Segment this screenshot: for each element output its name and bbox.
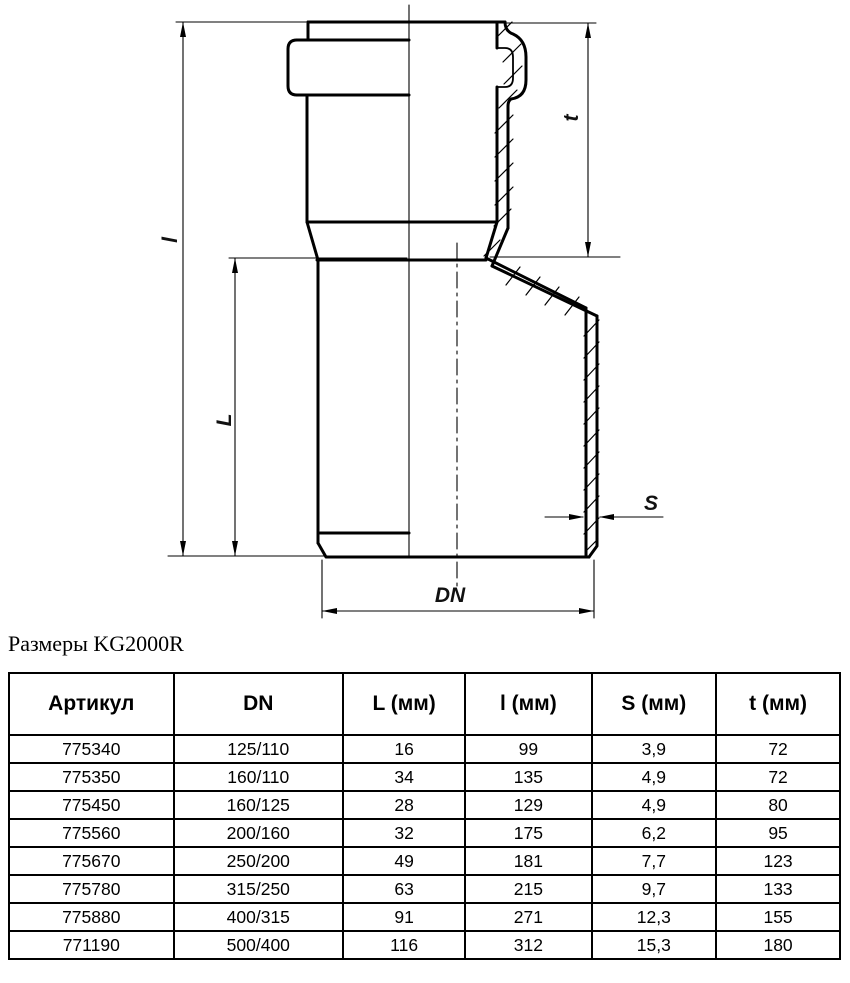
table-cell: 271	[465, 903, 591, 931]
dim-label-S: S	[643, 492, 659, 515]
table-cell: 160/110	[174, 763, 344, 791]
table-cell: 500/400	[174, 931, 344, 959]
table-cell: 771190	[9, 931, 174, 959]
col-header-dn: DN	[174, 673, 344, 735]
table-row	[9, 931, 840, 959]
table-row	[9, 735, 840, 763]
table-cell: 63	[343, 875, 465, 903]
table-cell: 315/250	[174, 875, 344, 903]
table-cell: 125/110	[174, 735, 344, 763]
fitting-outline	[288, 22, 597, 557]
table-row	[9, 763, 840, 791]
table-cell: 400/315	[174, 903, 344, 931]
table-cell: 312	[465, 931, 591, 959]
dim-label-DN: DN	[434, 584, 466, 607]
dim-label-t: t	[560, 114, 583, 122]
table-cell: 775450	[9, 791, 174, 819]
dimension-L	[213, 258, 407, 556]
table-row	[9, 819, 840, 847]
table-cell: 4,9	[592, 791, 717, 819]
col-header-L-mm: L (мм)	[343, 673, 465, 735]
table-cell: 91	[343, 903, 465, 931]
table-cell: 181	[465, 847, 591, 875]
dim-label-L: L	[213, 413, 236, 427]
table-cell: 9,7	[592, 875, 717, 903]
table-cell: 123	[716, 847, 840, 875]
table-cell: 34	[343, 763, 465, 791]
table-cell: 129	[465, 791, 591, 819]
table-cell: 155	[716, 903, 840, 931]
table-cell: 180	[716, 931, 840, 959]
col-header-t-mm: t (мм)	[716, 673, 840, 735]
table-cell: 116	[343, 931, 465, 959]
table-cell: 72	[716, 735, 840, 763]
table-cell: 32	[343, 819, 465, 847]
table-cell: 775880	[9, 903, 174, 931]
table-header-row	[9, 673, 840, 735]
table-row	[9, 847, 840, 875]
dimension-DN	[322, 560, 594, 618]
table-cell: 775560	[9, 819, 174, 847]
table-cell: 28	[343, 791, 465, 819]
col-header-S-mm: S (мм)	[592, 673, 717, 735]
table-cell: 16	[343, 735, 465, 763]
table-cell: 3,9	[592, 735, 717, 763]
dimension-l	[159, 22, 326, 556]
table-cell: 215	[465, 875, 591, 903]
table-cell: 80	[716, 791, 840, 819]
table-cell: 160/125	[174, 791, 344, 819]
table-cell: 775780	[9, 875, 174, 903]
table-cell: 15,3	[592, 931, 717, 959]
table-cell: 99	[465, 735, 591, 763]
table-cell: 200/160	[174, 819, 344, 847]
page-title: Размеры KG2000R	[8, 631, 184, 656]
table-cell: 133	[716, 875, 840, 903]
table-cell: 775340	[9, 735, 174, 763]
table-row	[9, 875, 840, 903]
table-cell: 95	[716, 819, 840, 847]
table-cell: 775350	[9, 763, 174, 791]
table-cell: 775670	[9, 847, 174, 875]
col-header-article: Артикул	[9, 673, 174, 735]
table-cell: 4,9	[592, 763, 717, 791]
dimension-S	[545, 492, 663, 520]
dimensions-table	[8, 672, 841, 960]
col-header-l-mm: l (мм)	[465, 673, 591, 735]
table-cell: 49	[343, 847, 465, 875]
table-row	[9, 791, 840, 819]
table-cell: 135	[465, 763, 591, 791]
table-row	[9, 903, 840, 931]
table-cell: 250/200	[174, 847, 344, 875]
table-cell: 12,3	[592, 903, 717, 931]
table-cell: 72	[716, 763, 840, 791]
table-cell: 6,2	[592, 819, 717, 847]
dim-label-l: l	[159, 237, 182, 243]
table-cell: 7,7	[592, 847, 717, 875]
table-cell: 175	[465, 819, 591, 847]
